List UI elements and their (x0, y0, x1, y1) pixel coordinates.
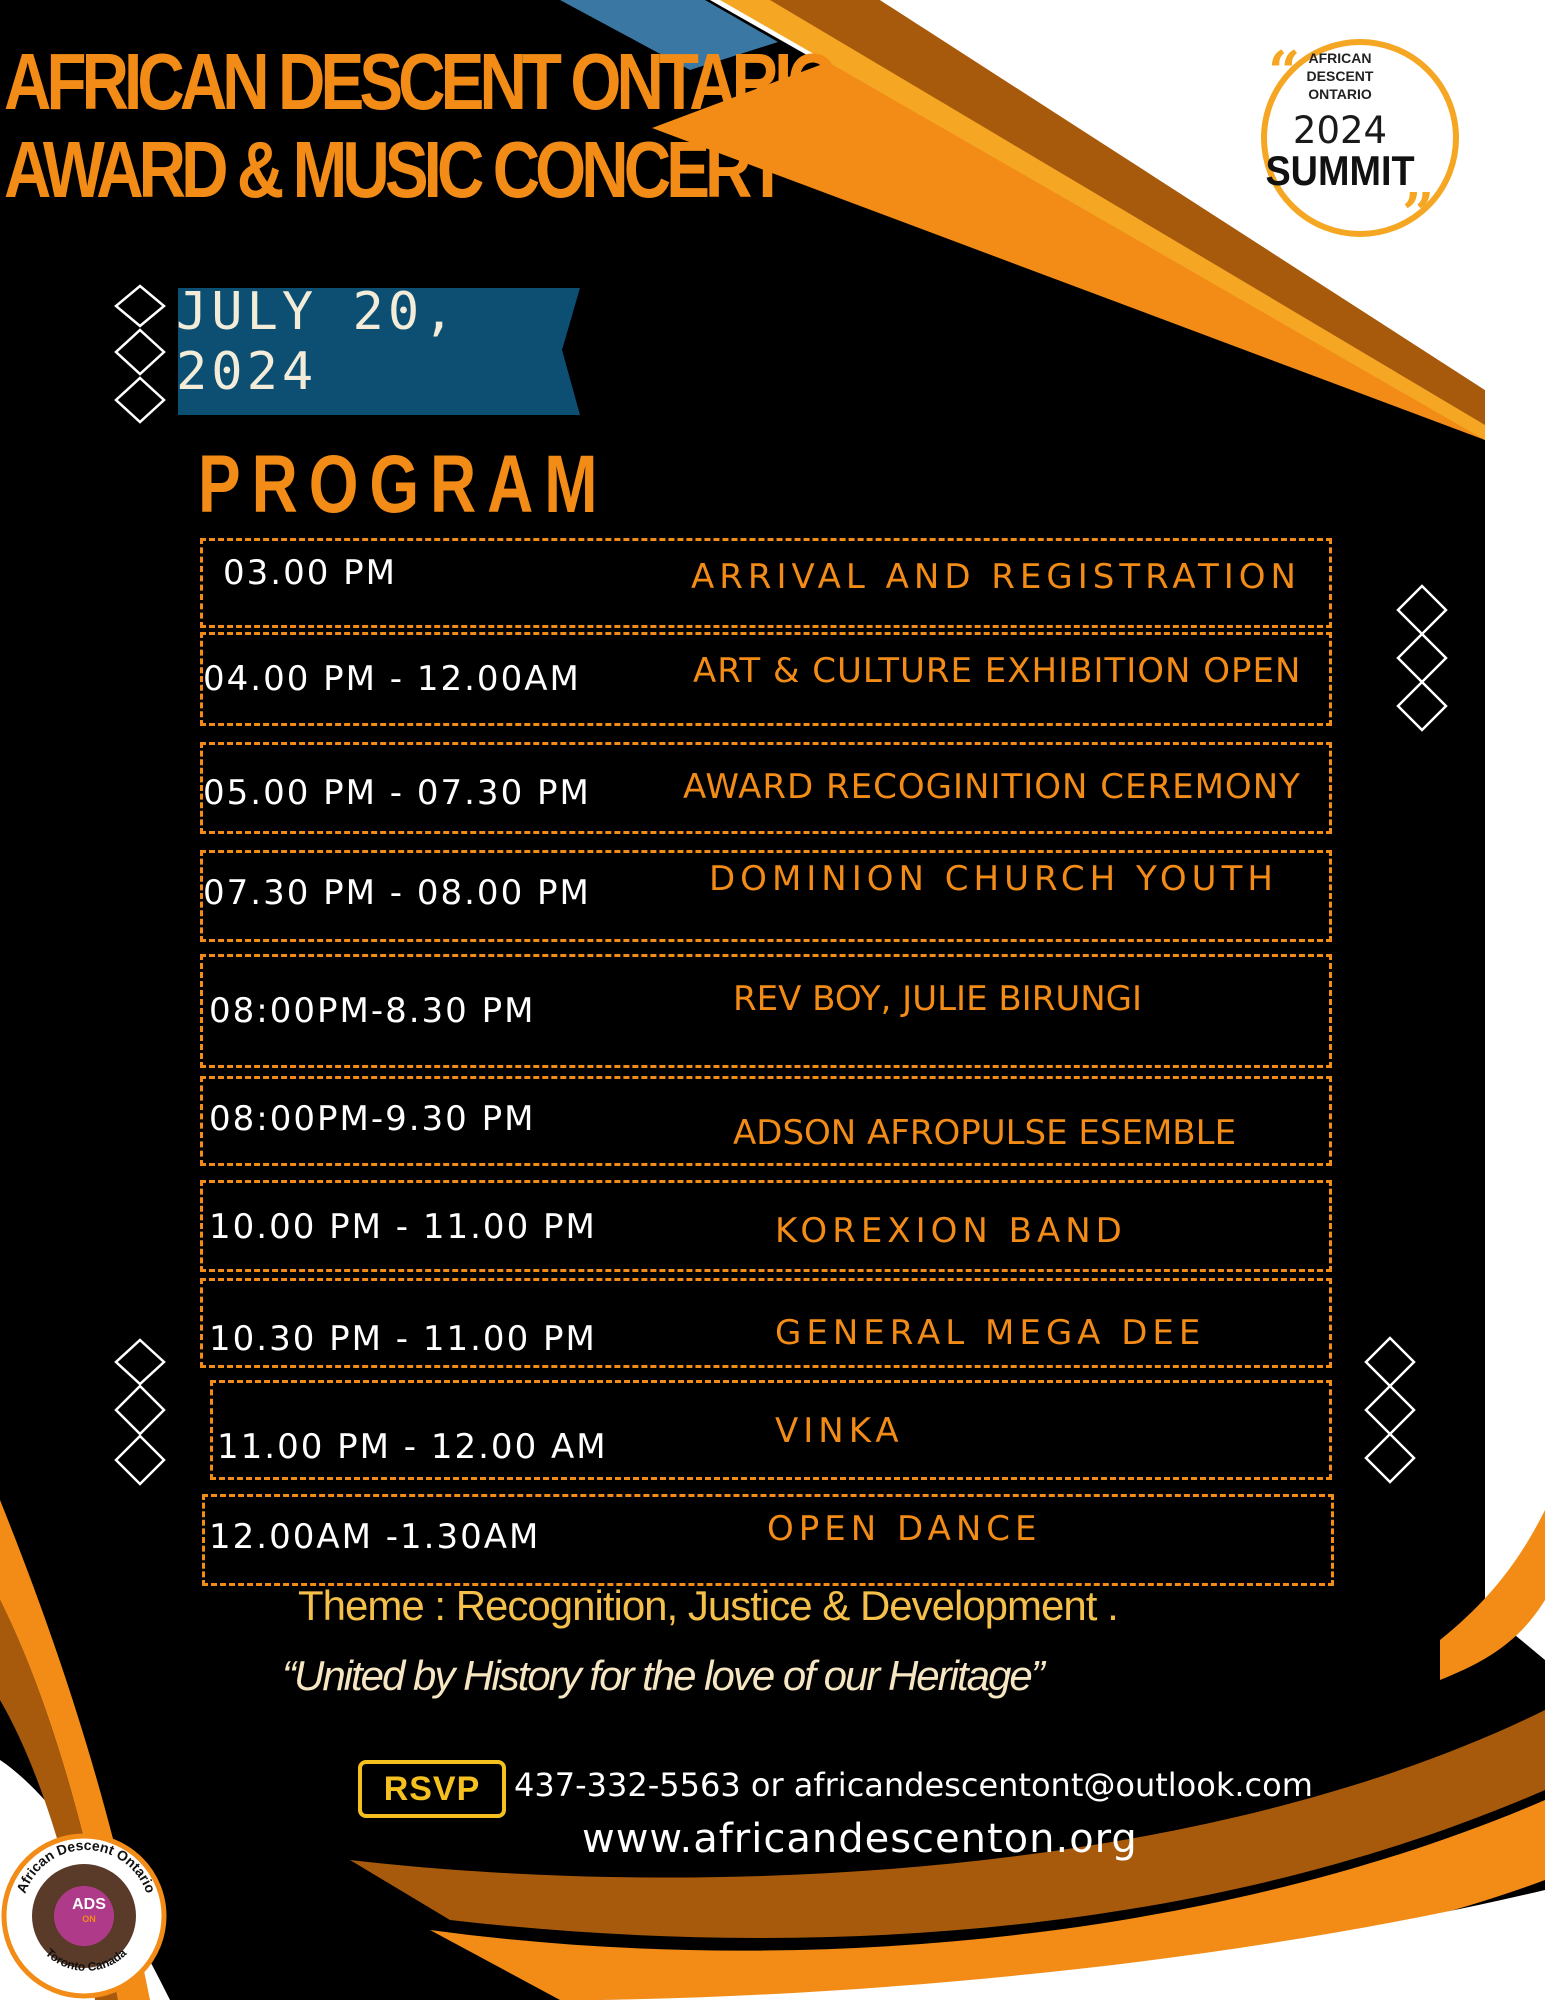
program-row (200, 850, 1332, 942)
rsvp-contact[interactable]: 437-332-5563 or africandescentont@outlook.com (514, 1766, 1313, 1804)
program-row (200, 1076, 1332, 1166)
program-activity: VINKA (775, 1411, 904, 1451)
event-motto: “United by History for the love of our Heritage” (282, 1652, 1043, 1699)
badge-line2: DESCENT (1306, 68, 1374, 84)
program-time: 04.00 PM - 12.00AM (203, 659, 581, 699)
program-time: 03.00 PM (223, 553, 397, 593)
program-activity: GENERAL MEGA DEE (775, 1313, 1206, 1353)
event-theme: Theme : Recognition, Justice & Development . (298, 1582, 1118, 1629)
website-link[interactable]: www.africandescenton.org (582, 1816, 1138, 1862)
event-date (176, 282, 458, 402)
logo-center-text: ADS (72, 1896, 106, 1913)
program-activity: ADSON AFROPULSE ESEMBLE (733, 1113, 1237, 1153)
program-time: 08:00PM-9.30 PM (209, 1099, 536, 1139)
program-row (200, 538, 1332, 628)
program-activity: KOREXION BAND (775, 1211, 1127, 1251)
summit-badge (1250, 28, 1435, 247)
program-row (200, 954, 1332, 1068)
logo-ring-bottom-text: Toronto Canada (42, 1945, 130, 1975)
program-row (200, 632, 1332, 726)
rsvp-button[interactable]: RSVP (358, 1760, 506, 1818)
program-activity: REV BOY, JULIE BIRUNGI (733, 979, 1143, 1019)
event-date-line2: 2024 (176, 342, 318, 402)
program-activity: OPEN DANCE (767, 1509, 1042, 1549)
event-title-line2: AWARD & MUSIC CONCERT (4, 125, 783, 214)
program-row (210, 1380, 1332, 1480)
program-time: 08:00PM-8.30 PM (209, 991, 536, 1031)
program-row (202, 1494, 1334, 1586)
program-row (200, 1180, 1332, 1272)
program-time: 07.30 PM - 08.00 PM (203, 873, 591, 913)
program-time: 10.00 PM - 11.00 PM (209, 1207, 597, 1247)
program-time: 10.30 PM - 11.00 PM (209, 1319, 597, 1359)
logo-ring-top-text: African Descent Ontario (12, 1836, 160, 1896)
program-time: 05.00 PM - 07.30 PM (203, 773, 591, 813)
close-quote-icon: ” (1402, 181, 1435, 247)
event-title-line1: AFRICAN DESCENT ONTARIO (4, 37, 834, 126)
program-activity: DOMINION CHURCH YOUTH (709, 859, 1278, 899)
badge-line1: AFRICAN (1308, 50, 1372, 66)
program-time: 12.00AM -1.30AM (209, 1517, 541, 1557)
event-date-line1: JULY 20, (176, 282, 459, 342)
badge-year: 2024 (1292, 109, 1388, 152)
svg-text:Toronto Canada (43, 1945, 130, 1974)
program-heading: PROGRAM (198, 439, 609, 530)
open-quote-icon: “ (1268, 39, 1301, 105)
badge-line3: ONTARIO (1308, 86, 1372, 102)
logo-center (62, 1898, 116, 1926)
svg-text:African Descent Ontario (13, 1837, 159, 1895)
program-activity: ART & CULTURE EXHIBITION OPEN (693, 651, 1302, 691)
program-row (200, 742, 1332, 834)
program-row (200, 1278, 1332, 1368)
program-time: 11.00 PM - 12.00 AM (217, 1427, 608, 1467)
program-activity: ARRIVAL AND REGISTRATION (691, 557, 1301, 597)
badge-summit-label: SUMMIT (1265, 147, 1415, 194)
logo-center-sub: ON (82, 1914, 96, 1924)
program-activity: AWARD RECOGINITION CEREMONY (683, 767, 1301, 807)
